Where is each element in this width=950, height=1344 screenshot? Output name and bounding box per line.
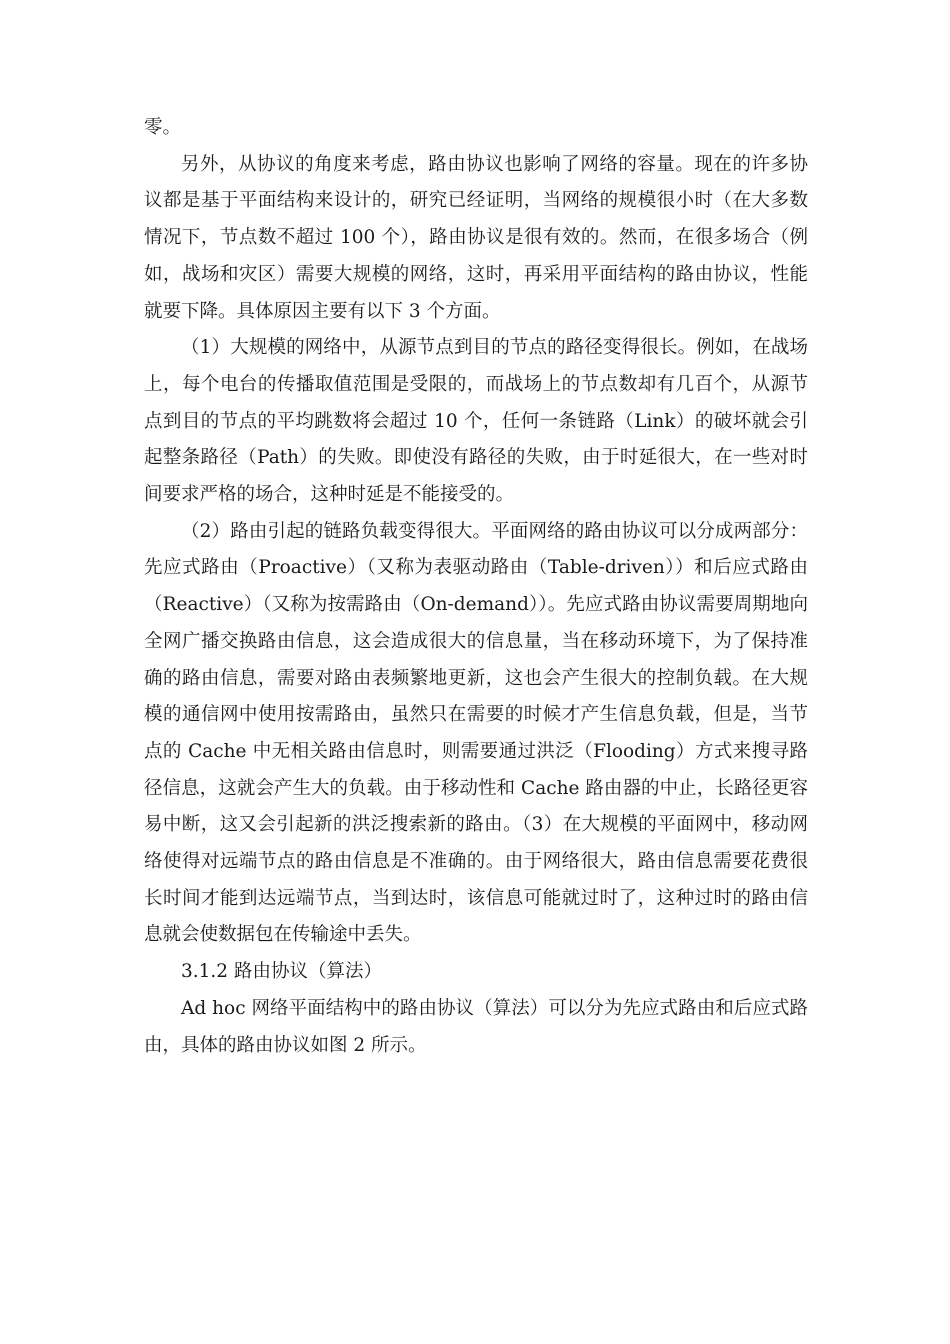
paragraph-routing-capacity: 另外，从协议的角度来考虑，路由协议也影响了网络的容量。现在的许多协议都是基于平面结构来设计的，研究已经证明，当网络的规模很小时（在大多数情况下，节点数不超过 100 个），路由协议是很有效的。然而，在很多场合（例如，战场和灾区）需要大规模的网络，这时，再采用平面结构的路由协议，性能就要下降。具体原因主要有以下 3 个方面。 <box>144 153 808 322</box>
document-body <box>144 110 808 1064</box>
paragraph-routing-protocols: Ad hoc 网络平面结构中的路由协议（算法）可以分为先应式路由和后应式路由，具体的路由协议如图 2 所示。 <box>144 997 808 1056</box>
section-heading: 3.1.2 路由协议（算法） <box>181 961 382 983</box>
paragraph-reason-2: （2）路由引起的链路负载变得很大。平面网络的路由协议可以分成两部分：先应式路由（Proactive）（又称为表驱动路由（Table-driven））和后应式路由（Reactive）（又称为按需路由（On-demand））。先应式路由协议需要周期地向全网广播交换路由信息，这会造成很大的信息量，当在移动环境下，为了保持准确的路由信息，需要对路由表频繁地更新，这也会产生很大的控制负载。在大规模的通信网中使用按需路由，虽然只在需要的时候才产生信息负载，但是，当节点的 Cache 中无相关路由信息时，则需要通过洪泛（Flooding）方式来搜寻路径信息，这就会产生大的负载。由于移动性和 Cache 路由器的中止，长路径更容易中断，这又会引起新的洪泛搜索新的路由。（3）在大规模的平面网中，移动网络使得对远端节点的路由信息是不准确的。由于网络很大，路由信息需要花费很长时间才能到达远端节点，当到达时，该信息可能就过时了，这种过时的路由信息就会使数据包在传输途中丢失。 <box>144 520 808 946</box>
paragraph-continuation: 零。 <box>144 117 182 138</box>
paragraph-reason-1: （1）大规模的网络中，从源节点到目的节点的路径变得很长。例如，在战场上，每个电台的传播取值范围是受限的，而战场上的节点数却有几百个，从源节点到目的节点的平均跳数将会超过 10 个，任何一条链路（Link）的破坏就会引起整条路径（Path）的失败。即使没有路径的失败，由于时延很大，在一些对时间要求严格的场合，这种时延是不能接受的。 <box>144 337 808 506</box>
